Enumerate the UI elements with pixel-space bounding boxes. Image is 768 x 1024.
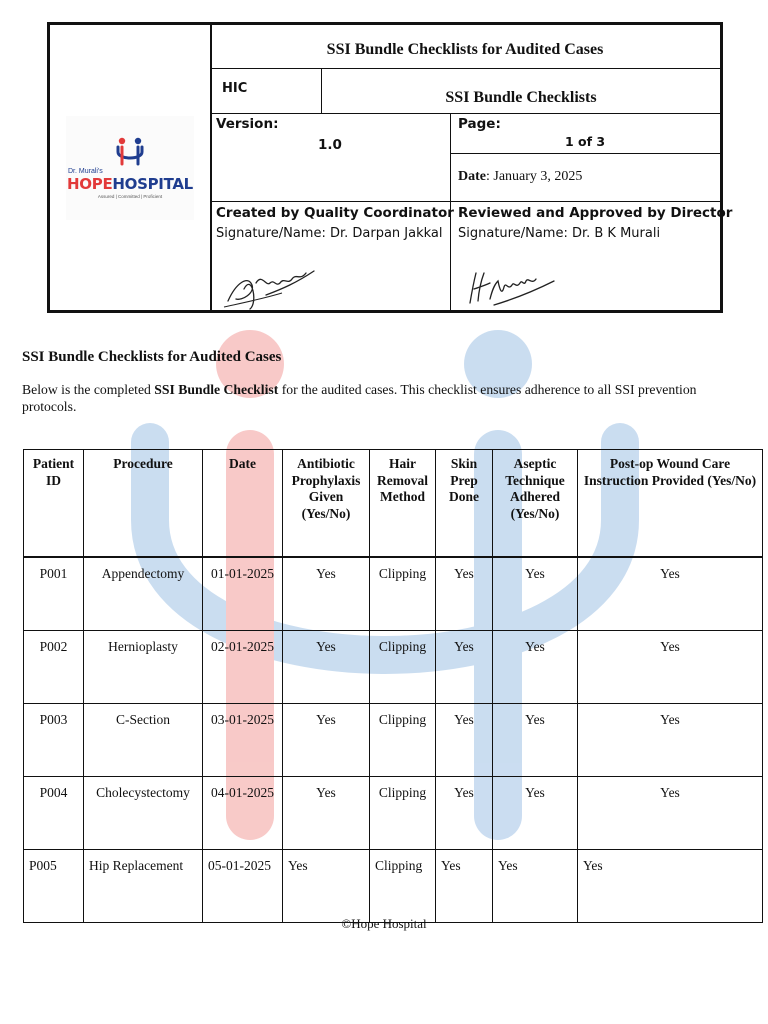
header-title: SSI Bundle Checklists for Audited Cases [210, 25, 720, 69]
column-header: Aseptic Technique Adhered (Yes/No) [493, 450, 578, 558]
page-footer: ©Hope Hospital [341, 916, 427, 931]
reviewed-by-cell [450, 201, 733, 310]
table-cell: Yes [493, 557, 578, 631]
reviewed-by-title: Reviewed and Approved by Director [458, 205, 733, 221]
logo-figure-icon [113, 136, 147, 166]
reviewed-by-signature-name: Signature/Name: Dr. B K Murali [458, 226, 661, 241]
table-cell: Yes [436, 557, 493, 631]
table-cell: 01-01-2025 [203, 557, 283, 631]
column-header: Patient ID [24, 450, 84, 558]
document-date: Date: January 3, 2025 [458, 169, 583, 184]
header-row-approvals [210, 201, 733, 310]
table-cell: Yes [283, 777, 370, 850]
table-cell: Yes [578, 631, 763, 704]
logo-subtitle: Dr. Murali's [68, 168, 103, 175]
table-cell: Yes [436, 777, 493, 850]
table-cell: Clipping [370, 631, 436, 704]
created-by-title: Created by Quality Coordinator [216, 205, 454, 221]
table-cell: Yes [436, 631, 493, 704]
table-cell: P003 [24, 704, 84, 777]
table-row [24, 631, 763, 704]
table-cell: 03-01-2025 [203, 704, 283, 777]
table-row [24, 557, 763, 631]
table-cell: Yes [283, 850, 370, 923]
signature-murali [464, 251, 564, 311]
table-cell: Clipping [370, 850, 436, 923]
version-label: Version: [216, 116, 279, 132]
version-value: 1.0 [318, 137, 342, 153]
page-cell [450, 113, 720, 154]
table-cell: C-Section [84, 704, 203, 777]
table-row [24, 777, 763, 850]
ssi-checklist-table [23, 449, 763, 923]
table-cell: Yes [493, 631, 578, 704]
table-row [24, 850, 763, 923]
section-intro: Below is the completed SSI Bundle Checklist for the audited cases. This checklist ensures adherence to all SSI prevention protocols. [22, 382, 697, 414]
table-row [24, 704, 763, 777]
signature-jakkal [222, 253, 322, 313]
table-cell: Yes [578, 850, 763, 923]
table-cell: 04-01-2025 [203, 777, 283, 850]
column-header: Hair Removal Method [370, 450, 436, 558]
document-name: SSI Bundle Checklists [445, 89, 597, 106]
column-header: Antibiotic Prophylaxis Given (Yes/No) [283, 450, 370, 558]
column-header: Date [203, 450, 283, 558]
table-cell: Hernioplasty [84, 631, 203, 704]
header-row-version [210, 113, 720, 202]
column-header: Skin Prep Done [436, 450, 493, 558]
document-header [47, 22, 733, 313]
table-cell: Yes [283, 631, 370, 704]
table-cell: Yes [578, 557, 763, 631]
table-cell: P002 [24, 631, 84, 704]
table-cell: Cholecystectomy [84, 777, 203, 850]
table-cell: Yes [436, 704, 493, 777]
table-cell: Clipping [370, 557, 436, 631]
table-cell: Yes [493, 704, 578, 777]
table-cell: P005 [24, 850, 84, 923]
table-cell: Yes [283, 557, 370, 631]
table-cell: 02-01-2025 [203, 631, 283, 704]
hope-hospital-logo [66, 116, 194, 220]
table-cell: Yes [578, 704, 763, 777]
table-cell: P004 [24, 777, 84, 850]
page-value: 1 of 3 [564, 134, 606, 149]
table-cell: Clipping [370, 777, 436, 850]
table-cell: 05-01-2025 [203, 850, 283, 923]
table-cell: P001 [24, 557, 84, 631]
logo-cell [50, 25, 212, 310]
version-cell [210, 113, 451, 201]
table-cell: Yes [436, 850, 493, 923]
table-cell: Appendectomy [84, 557, 203, 631]
table-header-row [24, 450, 763, 558]
created-by-signature-name: Signature/Name: Dr. Darpan Jakkal [216, 226, 443, 241]
logo-name: HOPEHOSPITAL [67, 175, 193, 193]
section-title: SSI Bundle Checklists for Audited Cases [22, 349, 282, 365]
table-cell: Yes [493, 850, 578, 923]
header-row-department [210, 69, 720, 114]
table-cell: Yes [578, 777, 763, 850]
logo-tagline: Assured | Committed | Proficient [97, 194, 163, 199]
page-label: Page: [458, 116, 501, 132]
table-cell: Yes [283, 704, 370, 777]
table-cell: Clipping [370, 704, 436, 777]
created-by-cell [210, 201, 454, 310]
table-cell: Yes [493, 777, 578, 850]
department-code: HIC [210, 69, 322, 113]
column-header: Procedure [84, 450, 203, 558]
column-header: Post-op Wound Care Instruction Provided (Yes/No) [578, 450, 763, 558]
table-cell: Hip Replacement [84, 850, 203, 923]
